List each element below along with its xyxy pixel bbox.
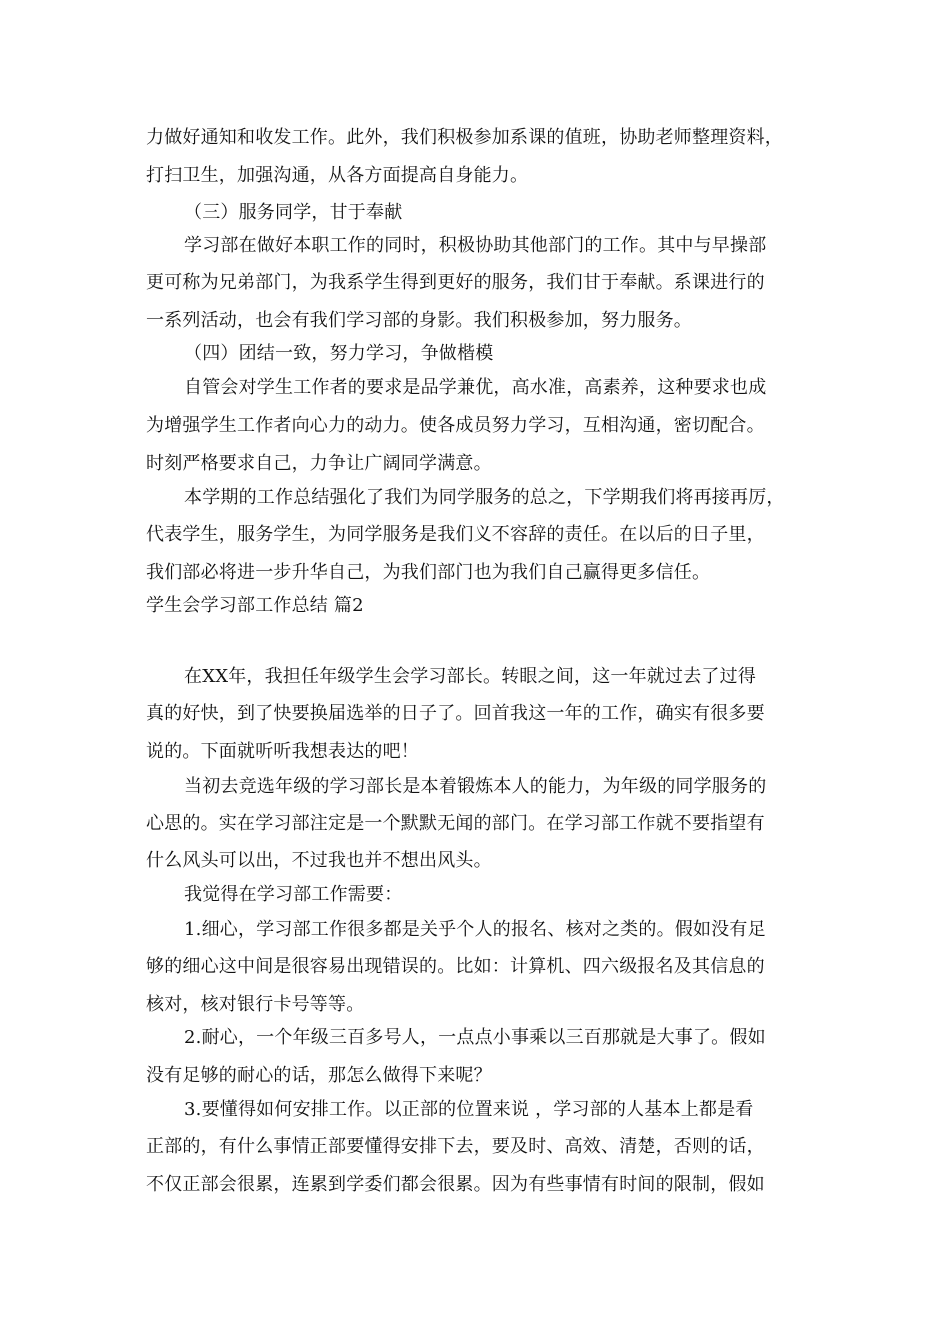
body-text-line: 为增强学生工作者向心力的动力。使各成员努力学习，互相沟通，密切配合。	[146, 415, 765, 436]
body-text-line: 更可称为兄弟部门，为我系学生得到更好的服务，我们甘于奉献。系课进行的	[146, 272, 765, 293]
body-text-line: 在XX年，我担任年级学生会学习部长。转眼之间，这一年就过去了过得	[184, 666, 757, 687]
body-text-line: 1.细心，学习部工作很多都是关乎个人的报名、核对之类的。假如没有足	[184, 919, 766, 940]
body-text-line: 没有足够的耐心的话，那怎么做得下来呢？	[146, 1065, 492, 1086]
body-text-line: 正部的，有什么事情正部要懂得安排下去，要及时、高效、清楚，否则的话，	[146, 1136, 765, 1157]
body-text-line: 代表学生，服务学生，为同学服务是我们义不容辞的责任。在以后的日子里，	[146, 524, 765, 545]
section-heading: （四）团结一致，努力学习，争做楷模	[184, 343, 494, 364]
body-text-line: 3.要懂得如何安排工作。以正部的位置来说 ，学习部的人基本上都是看	[184, 1099, 754, 1120]
body-text-line: 力做好通知和收发工作。此外，我们积极参加系课的值班，协助老师整理资料，	[146, 127, 783, 148]
body-text-line: 自管会对学生工作者的要求是品学兼优，高水准，高素养，这种要求也成	[184, 377, 767, 398]
body-text-line: 核对，核对银行卡号等等。	[146, 994, 365, 1015]
body-text-line: 一系列活动，也会有我们学习部的身影。我们积极参加，努力服务。	[146, 310, 692, 331]
body-text-line: 够的细心这中间是很容易出现错误的。比如：计算机、四六级报名及其信息的	[146, 956, 765, 977]
body-text-line: 什么风头可以出，不过我也并不想出风头。	[146, 850, 492, 871]
document-title: 学生会学习部工作总结 篇2	[146, 595, 364, 616]
body-text-line: 打扫卫生，加强沟通，从各方面提高自身能力。	[146, 165, 529, 186]
body-text-line: 心思的。实在学习部注定是一个默默无闻的部门。在学习部工作就不要指望有	[146, 813, 765, 834]
body-text-line: 2.耐心，一个年级三百多号人，一点点小事乘以三百那就是大事了。假如	[184, 1027, 766, 1048]
section-heading: （三）服务同学，甘于奉献	[184, 202, 403, 223]
body-text-line: 学习部在做好本职工作的同时，积极协助其他部门的工作。其中与早操部	[184, 235, 767, 256]
body-text-line: 说的。下面就听听我想表达的吧！	[146, 741, 419, 762]
body-text-line: 真的好快，到了快要换届选举的日子了。回首我这一年的工作，确实有很多要	[146, 703, 765, 724]
body-text-line: 不仅正部会很累，连累到学委们都会很累。因为有些事情有时间的限制，假如	[146, 1174, 765, 1195]
body-text-line: 当初去竞选年级的学习部长是本着锻炼本人的能力，为年级的同学服务的	[184, 776, 767, 797]
body-text-line: 我们部必将进一步升华自己，为我们部门也为我们自己赢得更多信任。	[146, 562, 711, 583]
body-text-line: 我觉得在学习部工作需要：	[184, 884, 403, 905]
body-text-line: 时刻严格要求自己，力争让广阔同学满意。	[146, 453, 492, 474]
body-text-line: 本学期的工作总结强化了我们为同学服务的总之，下学期我们将再接再厉，	[184, 487, 785, 508]
